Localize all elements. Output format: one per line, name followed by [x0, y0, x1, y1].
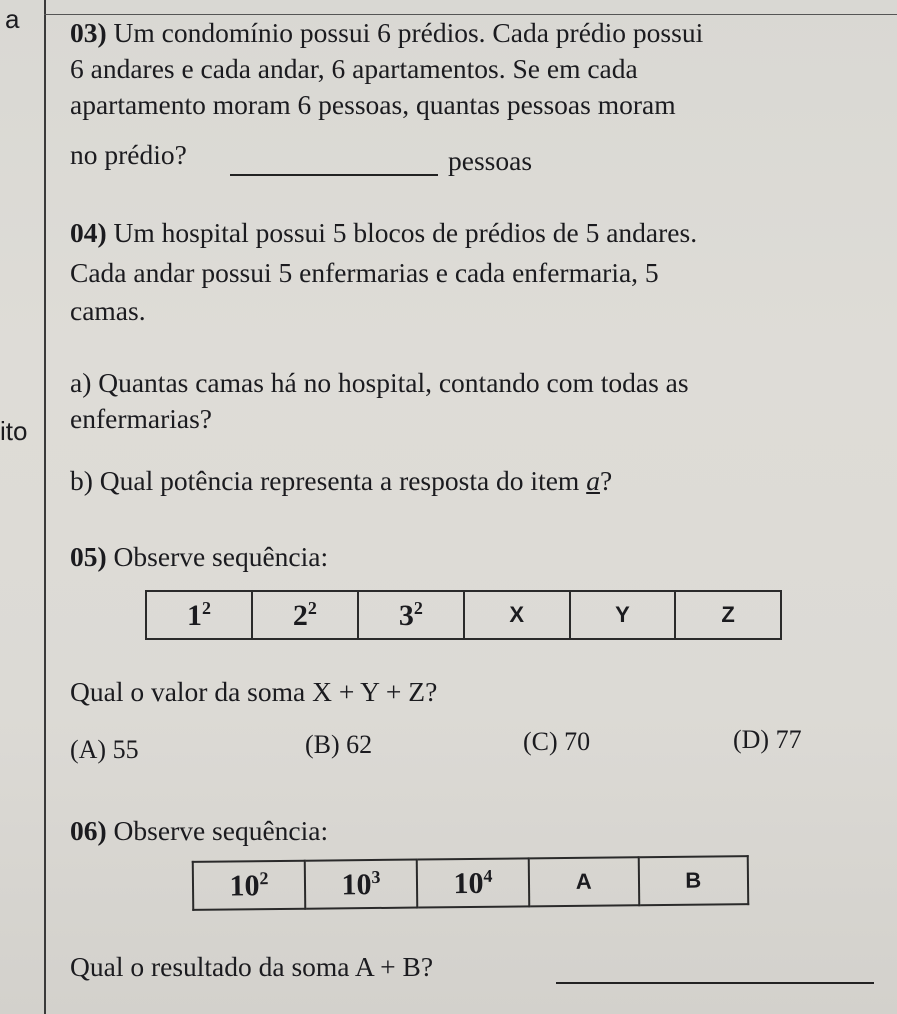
q04-item-a-line2: enfermarias? [70, 403, 212, 434]
q03-unit: pessoas [448, 145, 533, 176]
q04-item-b-prefix: b) Qual potência representa a resposta do item [70, 465, 587, 496]
q04-item-b-ref: a [586, 465, 600, 496]
q05-option-c[interactable]: (C) 70 [523, 727, 591, 756]
q05-option-a[interactable]: (A) 55 [70, 735, 139, 764]
q03-number: 03) [70, 17, 107, 48]
margin-side-word: ito [0, 416, 28, 446]
q03-answer-blank[interactable] [230, 152, 438, 176]
q05-sequence-table [145, 590, 782, 640]
q04-line2: Cada andar possui 5 enfermarias e cada enfermaria, 5 [70, 257, 659, 288]
q04-text-line1: Um hospital possui 5 blocos de prédios de 5 andares. [113, 217, 698, 248]
q06-intro [70, 812, 328, 850]
q05-option-b[interactable]: (B) 62 [305, 730, 373, 759]
q04-item-b [70, 462, 612, 500]
q03-text-line1: Um condomínio possui 6 prédios. Cada prédio possui [113, 17, 704, 48]
margin-line [44, 0, 46, 1014]
q05-cell: $3^2$ [358, 591, 464, 639]
q06-question: Qual o resultado da soma A + B? [70, 951, 434, 982]
margin-letter: a [5, 4, 20, 34]
q06-cell-b: B [638, 856, 748, 905]
q05-cell-z: Z [675, 591, 781, 639]
q06-sequence-table [192, 855, 749, 911]
q05-cell: $2^2$ [252, 591, 358, 639]
q04-item-a-line1: a) Quantas camas há no hospital, contando com todas as [70, 367, 689, 398]
q04-line1 [70, 214, 697, 252]
q03-line2: 6 andares e cada andar, 6 apartamentos. Se em cada [70, 53, 638, 84]
q06-cell: $10^3$ [305, 860, 418, 909]
q05-cell-y: Y [570, 591, 676, 639]
q05-number: 05) [70, 541, 107, 572]
q05-cell-x: X [464, 591, 570, 639]
q06-cell-a: A [529, 857, 639, 906]
q06-number: 06) [70, 815, 107, 846]
q04-item-b-suffix: ? [599, 465, 613, 496]
q06-intro-text: Observe sequência: [113, 815, 329, 846]
q05-cell: $1^2$ [146, 591, 252, 639]
q06-cell: $10^2$ [193, 861, 306, 910]
q04-number: 04) [70, 217, 107, 248]
q06-answer-blank[interactable] [556, 960, 874, 984]
q05-intro [70, 538, 328, 576]
q03-line4: no prédio? [70, 139, 187, 170]
q04-line3: camas. [70, 295, 146, 326]
q03-line3: apartamento moram 6 pessoas, quantas pessoas moram [70, 89, 676, 120]
q03-line1 [70, 14, 703, 52]
q05-option-d[interactable]: (D) 77 [733, 725, 802, 754]
q05-question: Qual o valor da soma X + Y + Z? [70, 676, 438, 707]
q06-cell: $10^4$ [417, 858, 530, 907]
q05-intro-text: Observe sequência: [113, 541, 329, 572]
